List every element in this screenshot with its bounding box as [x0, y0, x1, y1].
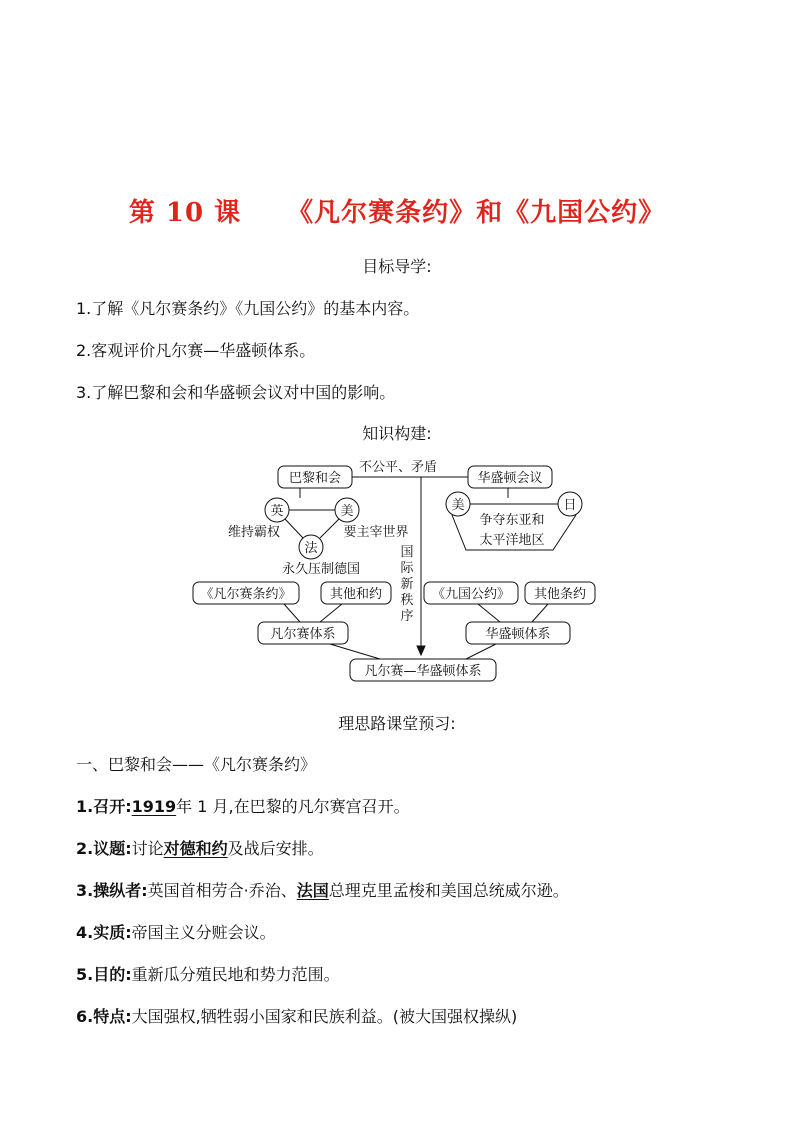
- washington-system: 华盛顿体系: [485, 627, 551, 642]
- goal-item-3: 3.了解巴黎和会和华盛顿会议对中国的影响。: [76, 383, 396, 402]
- intl-char-1: 国: [400, 545, 414, 560]
- intl-char-4: 秩: [400, 593, 414, 608]
- versailles-system: 凡尔赛体系: [270, 627, 336, 642]
- goal-item-1: 1.了解《凡尔赛条约》《九国公约》的基本内容。: [76, 299, 420, 318]
- contest-line-2: 太平洋地区: [479, 533, 545, 548]
- fr-label: 法: [304, 541, 318, 556]
- knowledge-heading: 知识构建:: [362, 424, 432, 443]
- us2-label: 美: [451, 498, 465, 513]
- other-treaties-1: 其他和约: [329, 587, 383, 602]
- lesson-number: 第 10 课: [128, 198, 242, 228]
- us-goal: 要主宰世界: [343, 525, 409, 540]
- other-treaties-2: 其他条约: [533, 587, 587, 602]
- intl-char-2: 际: [400, 561, 414, 576]
- preview-item-3: 3.操纵者:英国首相劳合·乔治、法国总理克里孟梭和美国总统威尔逊。: [76, 881, 569, 900]
- intl-char-3: 新: [400, 577, 414, 592]
- uk-label: 英: [270, 504, 284, 519]
- preview-item-1: 1.召开:1919年 1 月,在巴黎的凡尔赛宫召开。: [76, 797, 410, 816]
- fr-goal: 永久压制德国: [281, 562, 361, 577]
- contest-line-1: 争夺东亚和: [479, 513, 545, 528]
- versailles-treaty: 《凡尔赛条约》: [200, 587, 292, 602]
- goals-heading: 目标导学:: [362, 257, 432, 276]
- intl-char-5: 序: [400, 609, 414, 624]
- preview-item-6: 6.特点:大国强权,牺牲弱小国家和民族利益。(被大国强权操纵): [76, 1007, 518, 1026]
- page-title: [0, 192, 794, 229]
- highlight-country: 法国: [296, 881, 329, 900]
- unfair-label: 不公平、矛盾: [358, 460, 438, 475]
- lesson-name: 《凡尔赛条约》和《九国公约》: [287, 198, 666, 228]
- preview-item-5: 5.目的:重新瓜分殖民地和势力范围。: [76, 965, 340, 984]
- us-label: 美: [340, 504, 354, 519]
- uk-goal: 维持霸权: [227, 525, 281, 540]
- section-heading: 一、巴黎和会——《凡尔赛条约》: [76, 755, 317, 774]
- washington-label: 华盛顿会议: [477, 471, 543, 486]
- highlight-year: 1919: [131, 797, 177, 816]
- nine-power-treaty: 《九国公约》: [431, 587, 511, 602]
- knowledge-diagram: [0, 450, 794, 690]
- vw-system: 凡尔赛—华盛顿体系: [364, 664, 482, 679]
- goal-item-2: 2.客观评价凡尔赛—华盛顿体系。: [76, 341, 316, 360]
- paris-label: 巴黎和会: [288, 471, 342, 486]
- jp-label: 日: [563, 498, 577, 513]
- preview-item-2: 2.议题:讨论对德和约及战后安排。: [76, 839, 324, 858]
- highlight-topic: 对德和约: [163, 839, 228, 858]
- preview-item-4: 4.实质:帝国主义分赃会议。: [76, 923, 276, 942]
- preview-heading: 理思路课堂预习:: [338, 714, 456, 733]
